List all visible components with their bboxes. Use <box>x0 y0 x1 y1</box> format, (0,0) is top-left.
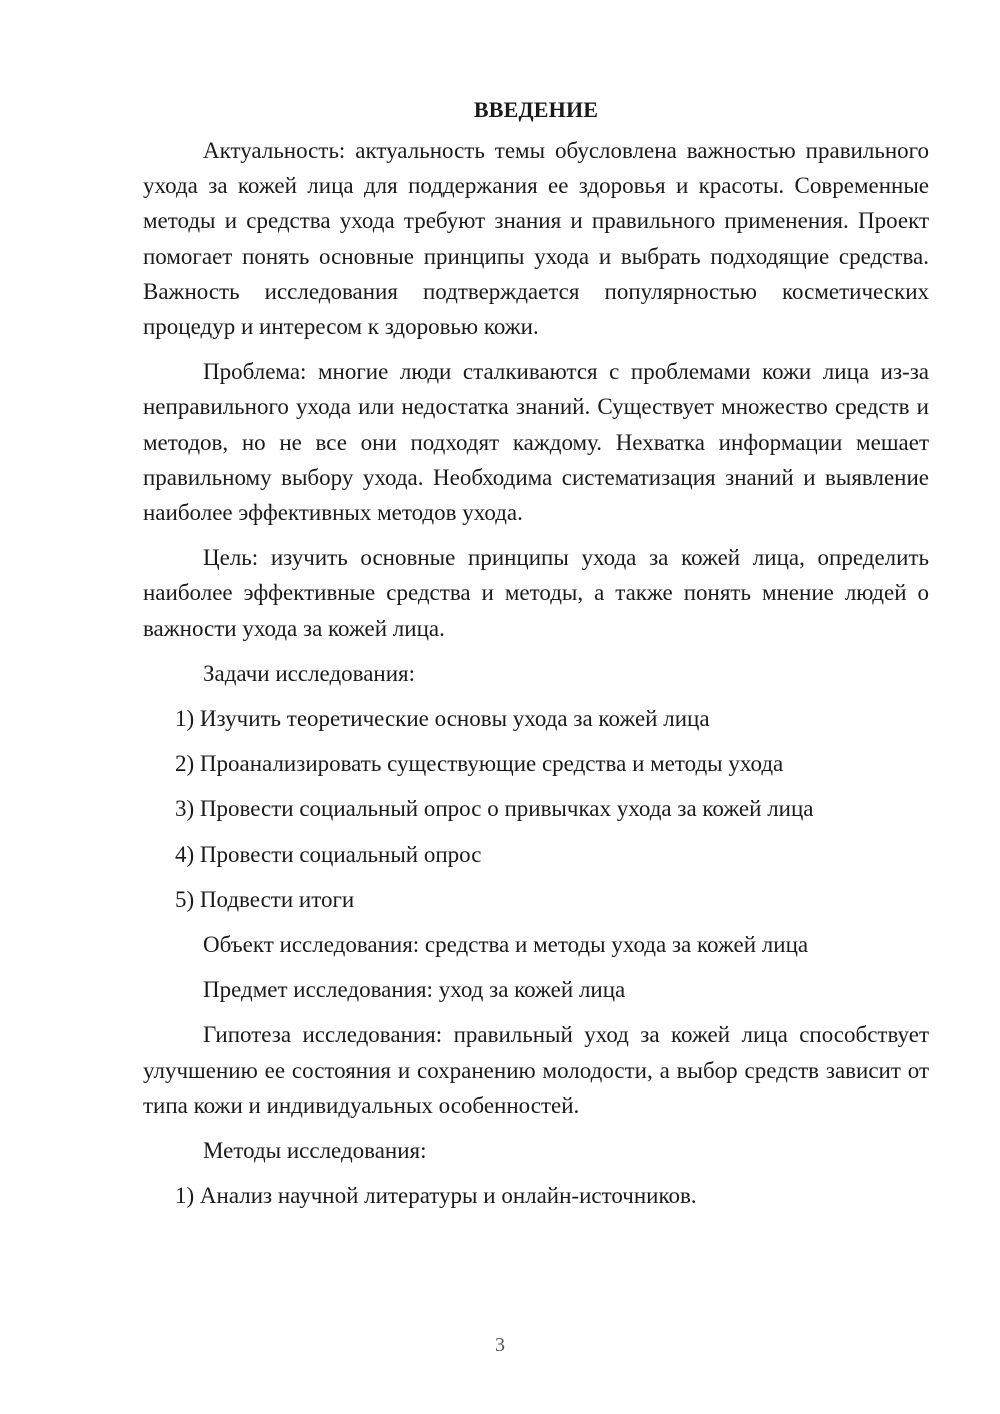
hypothesis-paragraph: Гипотеза исследования: правильный уход за кожей лица способствует улучшению ее состояния и сохранению молодости, а выбор средств зависит от типа кожи и индивидуальных особенностей. <box>143 1022 929 1118</box>
methods-title: Методы исследования: <box>203 1138 427 1164</box>
task-item: 1) Изучить теоретические основы ухода за кожей лица <box>175 706 710 732</box>
page-content <box>143 92 929 1223</box>
page-number: 3 <box>495 1334 505 1356</box>
problem-paragraph: Проблема: многие люди сталкиваются с проблемами кожи лица из-за неправильного ухода или недостатка знаний. Существует множество средств и методов, но не все они подходят каждому. Нехватка информации мешает правильному выбору ухода. Необходима систематизация знаний и выявление наиболее эффективных методов ухода. <box>143 359 929 526</box>
actuality-paragraph: Актуальность: актуальность темы обусловлена важностью правильного ухода за кожей лица для поддержания ее здоровья и красоты. Современные методы и средства ухода требуют знания и правильного применения. Проект помогает понять основные принципы ухода и выбрать подходящие средства. Важность исследования подтверждается популярностью косметических процедур и интересом к здоровью кожи. <box>143 138 929 340</box>
method-item: 1) Анализ научной литературы и онлайн-источников. <box>175 1183 697 1209</box>
task-item: 3) Провести социальный опрос о привычках ухода за кожей лица <box>175 796 814 822</box>
goal-paragraph: Цель: изучить основные принципы ухода за кожей лица, определить наиболее эффективные средства и методы, а также понять мнение людей о важности ухода за кожей лица. <box>143 545 929 641</box>
task-item: 5) Подвести итоги <box>175 886 355 912</box>
object-line: Объект исследования: средства и методы ухода за кожей лица <box>203 932 809 958</box>
methods-list <box>143 1178 929 1213</box>
tasks-list <box>143 701 929 917</box>
tasks-title: Задачи исследования: <box>203 660 416 686</box>
task-item: 2) Проанализировать существующие средства и методы ухода <box>175 751 784 777</box>
section-heading: ВВЕДЕНИЕ <box>473 97 599 122</box>
subject-line: Предмет исследования: уход за кожей лица <box>203 977 626 1003</box>
task-item: 4) Провести социальный опрос <box>175 841 482 867</box>
